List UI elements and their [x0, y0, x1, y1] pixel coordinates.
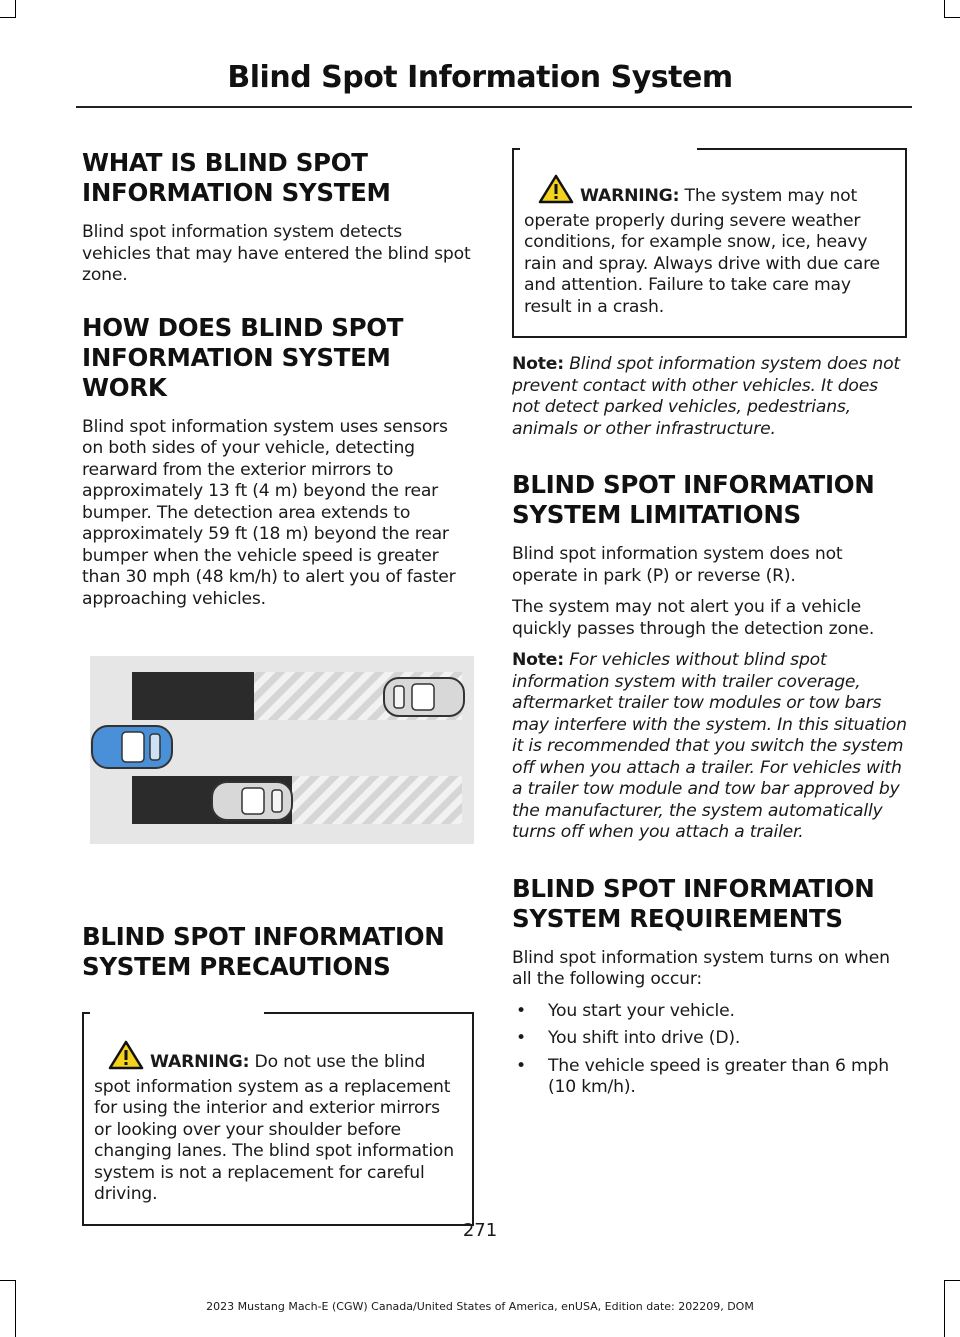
- crop-mark: [0, 1280, 16, 1281]
- section-title-line: HOW DOES BLIND SPOT: [82, 312, 404, 342]
- section-title-precautions: [82, 922, 474, 982]
- crop-mark: [944, 1280, 960, 1281]
- section-body-limitations: Blind spot information system does not operate in park (P) or reverse (R).: [512, 544, 843, 586]
- crop-mark: [0, 17, 16, 18]
- section-title-line: SYSTEM LIMITATIONS: [512, 500, 801, 529]
- note-text: Blind spot information system does not prevent contact with other vehicles. It does not detect parked vehicles, pedestrians, animals or other infrastructure.: [512, 354, 900, 439]
- subject-vehicle-icon: [92, 726, 172, 768]
- page-number: 271: [462, 1220, 498, 1241]
- warning-text: The system may not operate properly during severe weather conditions, for example snow, ice, heavy rain and spray. Always drive with due care and attention. Failure to take care may result in a crash.: [524, 186, 880, 317]
- note: [512, 650, 907, 844]
- warning-label: WARNING:: [580, 186, 680, 206]
- list-item-text: The vehicle speed is greater than 6 mph (10 km/h).: [548, 1055, 889, 1097]
- section-title-line: BLIND SPOT INFORMATION: [512, 873, 875, 903]
- warning-box-edge: [264, 1012, 474, 1014]
- section-title-line: SYSTEM PRECAUTIONS: [82, 952, 391, 981]
- far-zone-lower: [292, 776, 462, 824]
- warning-triangle-icon: [108, 1040, 144, 1077]
- section-title-line: BLIND SPOT INFORMATION: [82, 922, 445, 951]
- crop-mark: [944, 17, 960, 18]
- section-title-limitations: [512, 470, 907, 530]
- warning-box-edge: [697, 148, 907, 150]
- list-item: [512, 1001, 907, 1023]
- right-column: [512, 148, 907, 1105]
- section-body-what-is: Blind spot information system detects vehicles that may have entered the blind spot zone.: [82, 222, 471, 285]
- near-zone-upper: [132, 672, 254, 720]
- list-item-text: You start your vehicle.: [548, 1000, 735, 1021]
- warning-box-edge: [82, 1012, 90, 1014]
- note: [512, 354, 907, 440]
- bullet: •: [516, 1028, 526, 1048]
- warning-box-edge: [512, 148, 520, 150]
- warning-label: WARNING:: [150, 1052, 250, 1072]
- page-header-title: Blind Spot Information System: [227, 60, 733, 95]
- note-label: Note:: [512, 354, 564, 374]
- section-title-line: INFORMATION SYSTEM WORK: [82, 342, 391, 402]
- section-body-how-works: Blind spot information system uses sensors on both sides of your vehicle, detecting rearward from the exterior mirrors to approximately 13 ft (4 m) beyond the rear bumper. The detection area extends to approximately 59 ft (18 m) beyond the rear bumper when the vehicle speed is greater than 30 mph (48 km/h) to alert you of faster approaching vehicles.: [82, 416, 456, 609]
- header-rule: [76, 106, 912, 108]
- crop-mark: [15, 0, 16, 18]
- blind-spot-diagram: [82, 648, 474, 854]
- blind-spot-vehicle-icon: [212, 782, 292, 820]
- note-text: For vehicles without blind spot information system with trailer coverage, aftermarket trailer tow modules or tow bars may interfere with the system. In this situation it is recommended that you switch the system off when you attach a trailer. For vehicles with a trailer tow module and tow bar approved by the manufacturer, the system automatically turns off when you attach a trailer.: [512, 650, 907, 842]
- note-label: Note:: [512, 650, 564, 670]
- left-column: [82, 148, 474, 1226]
- bullet: •: [516, 1055, 526, 1076]
- bullet: •: [516, 1000, 526, 1021]
- section-title-requirements: [512, 874, 907, 934]
- list-item-text: You shift into drive (D).: [548, 1028, 741, 1048]
- list-item: [512, 1028, 907, 1050]
- requirements-list: [512, 1001, 907, 1099]
- section-title-what-is: [82, 148, 474, 208]
- section-title-line: SYSTEM REQUIREMENTS: [512, 903, 843, 933]
- page-footer: 2023 Mustang Mach-E (CGW) Canada/United States of America, enUSA, Edition date: 202209, DOM: [206, 1300, 754, 1313]
- warning-box: [512, 148, 907, 338]
- warning-box: [82, 1012, 474, 1226]
- warning-text: Do not use the blind spot information system as a replacement for using the interior and exterior mirrors or looking over your shoulder before changing lanes. The blind spot information system is not a replacement for careful driving.: [94, 1052, 454, 1204]
- crop-mark: [944, 0, 945, 18]
- section-body-limitations: The system may not alert you if a vehicle quickly passes through the detection zone.: [512, 597, 875, 639]
- section-body-requirements: Blind spot information system turns on when all the following occur:: [512, 947, 890, 989]
- section-title-line: BLIND SPOT INFORMATION: [512, 470, 875, 499]
- list-item: [512, 1056, 907, 1099]
- warning-triangle-icon: [538, 174, 574, 211]
- section-title-line: INFORMATION SYSTEM: [82, 178, 391, 207]
- blind-spot-diagram-svg: [82, 648, 474, 854]
- approaching-vehicle-icon: [384, 678, 464, 716]
- section-title-line: WHAT IS BLIND SPOT: [82, 148, 368, 177]
- section-title-how-works: [82, 313, 474, 403]
